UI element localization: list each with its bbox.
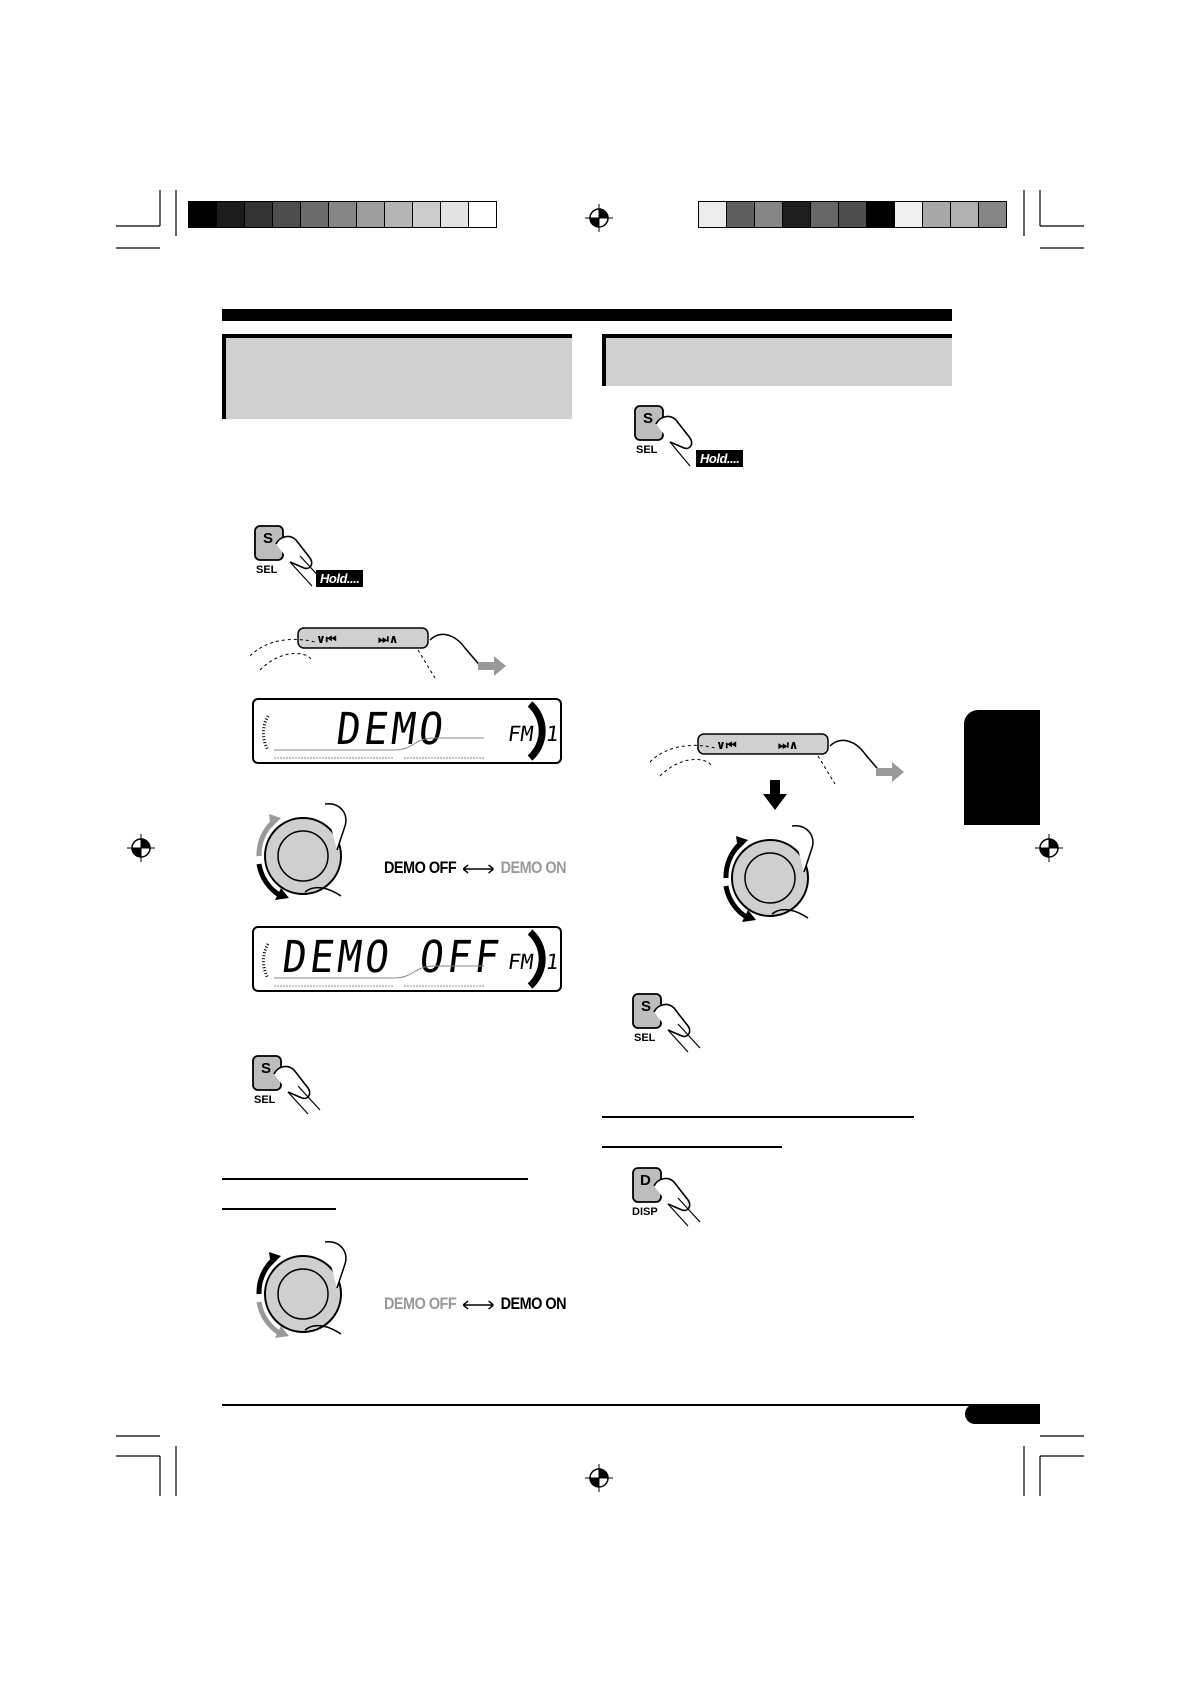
hold-tag: Hold....: [316, 570, 363, 587]
sel-button-label: SEL: [256, 564, 278, 576]
demo-on-label: DEMO ON: [500, 1294, 567, 1313]
gray-swatch: [300, 201, 329, 228]
svg-text:⏭∧: ⏭∧: [778, 738, 799, 752]
gray-swatch: [922, 201, 951, 228]
sel-button-letter: S: [261, 1060, 272, 1077]
gray-swatch: [216, 201, 245, 228]
gray-swatch: [356, 201, 385, 228]
sel-button-press-illustration: [628, 990, 708, 1056]
double-arrow-icon: [463, 864, 494, 874]
control-dial-icon: [245, 1238, 355, 1343]
gray-swatch: [894, 201, 923, 228]
registration-target-icon: [585, 204, 613, 232]
sel-button-label: SEL: [634, 1032, 656, 1044]
gray-swatch: [810, 201, 839, 228]
registration-target-icon: [127, 834, 155, 862]
disp-button-press-illustration: [628, 1164, 708, 1230]
demo-off-label: DEMO OFF: [384, 858, 457, 877]
hold-tag: Hold....: [696, 450, 743, 467]
header-rule: [222, 309, 952, 321]
registration-target-icon: [585, 1464, 613, 1492]
gray-swatch: [188, 201, 217, 228]
sel-button-letter: S: [263, 530, 274, 547]
gray-swatch: [978, 201, 1007, 228]
lcd-main-text: DEMO: [333, 704, 450, 755]
footer-rule: [222, 1404, 1040, 1406]
sel-button-letter: S: [643, 410, 654, 427]
sel-button-press-illustration: [248, 1052, 328, 1118]
section-heading-left: [222, 334, 572, 419]
gray-swatch: [440, 201, 469, 228]
gray-swatch: [244, 201, 273, 228]
disp-button-letter: D: [640, 1172, 651, 1189]
gray-swatch: [866, 201, 895, 228]
gray-swatch: [726, 201, 755, 228]
gray-swatch: [384, 201, 413, 228]
gray-swatch: [698, 201, 727, 228]
registration-target-icon: [1035, 834, 1063, 862]
lcd-main-text: DEMO OFF: [279, 932, 506, 983]
seek-buttons-illustration: [250, 620, 510, 680]
disp-button-label: DISP: [632, 1206, 658, 1218]
sel-button-letter: S: [641, 998, 652, 1015]
sel-button-label: SEL: [636, 444, 658, 456]
svg-text:∨⏮: ∨⏮: [316, 632, 337, 646]
gray-swatch: [328, 201, 357, 228]
subheading-rule: [222, 1178, 528, 1180]
gray-swatch: [468, 201, 497, 228]
lcd-display-demo: [252, 698, 562, 764]
control-dial-icon: [245, 800, 355, 905]
demo-toggle-sequence: [384, 858, 566, 878]
language-tab: [964, 710, 1040, 825]
sel-button-label: SEL: [254, 1094, 276, 1106]
subheading-rule: [602, 1116, 914, 1118]
gray-swatch: [838, 201, 867, 228]
lcd-display-demo-off: [252, 926, 562, 992]
gray-swatch: [412, 201, 441, 228]
demo-off-label: DEMO OFF: [384, 1294, 457, 1313]
control-dial-icon: [712, 822, 822, 927]
gray-swatch: [754, 201, 783, 228]
gray-swatch: [782, 201, 811, 228]
lcd-band-text: FM 1: [506, 950, 561, 974]
gray-swatch: [950, 201, 979, 228]
lcd-band-text: FM 1: [506, 722, 561, 746]
subheading-rule: [222, 1208, 336, 1210]
gray-swatch: [272, 201, 301, 228]
page-number-tab: [965, 1404, 1040, 1424]
svg-text:∨⏮: ∨⏮: [716, 738, 737, 752]
svg-text:⏭∧: ⏭∧: [378, 632, 399, 646]
down-arrow-icon: [763, 780, 787, 810]
demo-on-label: DEMO ON: [500, 858, 567, 877]
seek-buttons-illustration: [650, 726, 910, 786]
double-arrow-icon: [463, 1300, 494, 1310]
subheading-rule: [602, 1146, 782, 1148]
demo-toggle-sequence: [384, 1294, 566, 1314]
section-heading-right: [602, 334, 952, 386]
